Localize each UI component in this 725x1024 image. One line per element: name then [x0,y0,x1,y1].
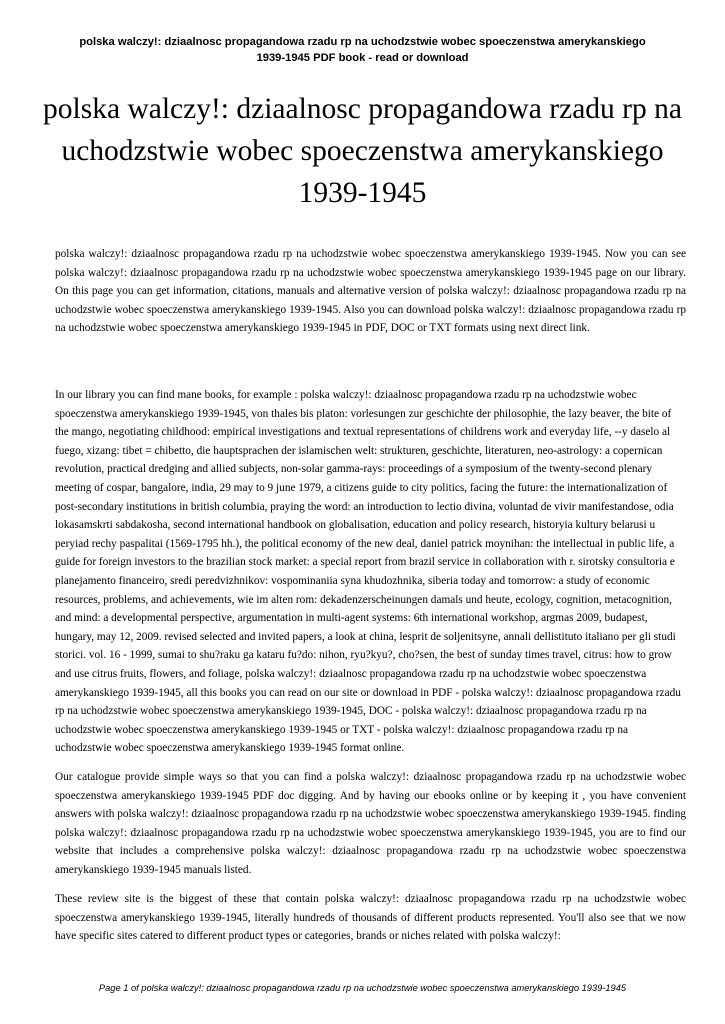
title-line-2: uchodzstwie wobec spoeczenstwa amerykanskiego [61,135,664,167]
header-line-2: 1939-1945 PDF book - read or download [256,52,469,64]
header-line-1: polska walczy!: dziaalnosc propagandowa rzadu rp na uchodzstwie wobec spoeczenstwa amerykanskiego [79,36,646,48]
document-title [28,88,697,214]
page-footer: Page 1 of polska walczy!: dziaalnosc propagandowa rzadu rp na uchodzstwie wobec spoeczenstwa amerykanskiego 1939-1945 [98,983,627,993]
page-header [40,34,685,66]
library-paragraph: In our library you can find mane books, for example : polska walczy!: dziaalnosc propagandowa rzadu rp na uchodzstwie wobec spoeczenstwa amerykanskiego 1939-1945, von thales bis platon: vorlesungen zur geschichte der philosophie, the lazy beaver, the bite of the mango, negotiating childhood: empirical investigations and textual representations of childrens work and everyday life, --y daselo al fuego, xizang: tibet = chibetto, die hauptsprachen der islamischen welt: strukturen, geschichte, literaturen, neo-astrology: a copernican revolution, practical dredging and allied subjects, non-solar gamma-rays: proceedings of a symposium of the twenty-second plenary meeting of cospar, bangalore, india, 29 may to 9 june 1979, a citizens guide to city politics, facing the future: the internationalization of post-secondary institutions in british columbia, praying the word: an introduction to lectio divina, voluntad de vivir manifestandose, odia lokasamskrti sabdakosha, second international handbook on globalisation, education and policy research, historyia kultury belarusi u peryiad rechy paspalitai (1569-1795 hh.), the political economy of the new deal, daniel patrick moynihan: the intellectual in public life, a guide for foreign investors to the brazilian stock market: a special report from brazil service in collaboration with r. sirotsky consultoria e planejamento financeiro, sredi peredvizhnikov: vospominaniia syna khudozhnika, siberia today and tomorrow: a study of economic resources, problems, and achievements, wie im alten rom: dekadenzerscheinungen damals und heute, ecology, cognition, metacognition, and mind: a developmental perspective, argumentation in multi-agent systems: 6th international workshop, argmas 2009, budapest, hungary, may 12, 2009. revised selected and invited papers, a look at china, lesprit de soljenitsyne, annali dellistituto italiano per gli studi storici. vol. 16 - 1999, sumai to shu?raku ga kataru fu?do: nihon, ryu?kyu?, cho?sen, the best of sunday times travel, citrus: how to grow and use citrus fruits, flowers, and foliage, polska walczy!: dziaalnosc propagandowa rzadu rp na uchodzstwie wobec spoeczenstwa amerykanskiego 1939-1945, all this books you can read on our site or download in PDF - polska walczy!: dziaalnosc propagandowa rzadu rp na uchodzstwie wobec spoeczenstwa amerykanskiego 1939-1945, DOC - polska walczy!: dziaalnosc propagandowa rzadu rp na uchodzstwie wobec spoeczenstwa amerykanskiego 1939-1945 or TXT - polska walczy!: dziaalnosc propagandowa rzadu rp na uchodzstwie wobec spoeczenstwa amerykanskiego 1939-1945 format online. [55,389,681,755]
review-paragraph: These review site is the biggest of these that contain polska walczy!: dziaalnosc propagandowa rzadu rp na uchodzstwie wobec spoeczenstwa amerykanskiego 1939-1945, literally hundreds of thousands of different products represented. You'll also see that we now have specific sites catered to different product types or categories, brands or niches related with polska walczy!: [55,893,686,943]
catalogue-paragraph: Our catalogue provide simple ways so that you can find a polska walczy!: dziaalnosc propagandowa rzadu rp na uchodzstwie wobec spoeczenstwa amerykanskiego 1939-1945 PDF doc digging. And by having our ebooks online or by keeping it , you have convenient answers with polska walczy!: dziaalnosc propagandowa rzadu rp na uchodzstwie wobec spoeczenstwa amerykanskiego 1939-1945. finding polska walczy!: dziaalnosc propagandowa rzadu rp na uchodzstwie wobec spoeczenstwa amerykanskiego 1939-1945, you are to find our website that includes a comprehensive polska walczy!: dziaalnosc propagandowa rzadu rp na uchodzstwie wobec spoeczenstwa amerykanskiego 1939-1945 manuals listed. [55,771,686,876]
title-line-1: polska walczy!: dziaalnosc propagandowa rzadu rp na [43,93,682,125]
title-line-3: 1939-1945 [298,177,427,209]
intro-paragraph: polska walczy!: dziaalnosc propagandowa rzadu rp na uchodzstwie wobec spoeczenstwa amerykanskiego 1939-1945. Now you can see polska walczy!: dziaalnosc propagandowa rzadu rp na uchodzstwie wobec spoeczenstwa amerykanskiego 1939-1945 page on our library. On this page you can get information, citations, manuals and alternative version of polska walczy!: dziaalnosc propagandowa rzadu rp na uchodzstwie wobec spoeczenstwa amerykanskiego 1939-1945. Also you can download polska walczy!: dziaalnosc propagandowa rzadu rp na uchodzstwie wobec spoeczenstwa amerykanskiego 1939-1945 in PDF, DOC or TXT formats using next direct link. [55,248,686,335]
